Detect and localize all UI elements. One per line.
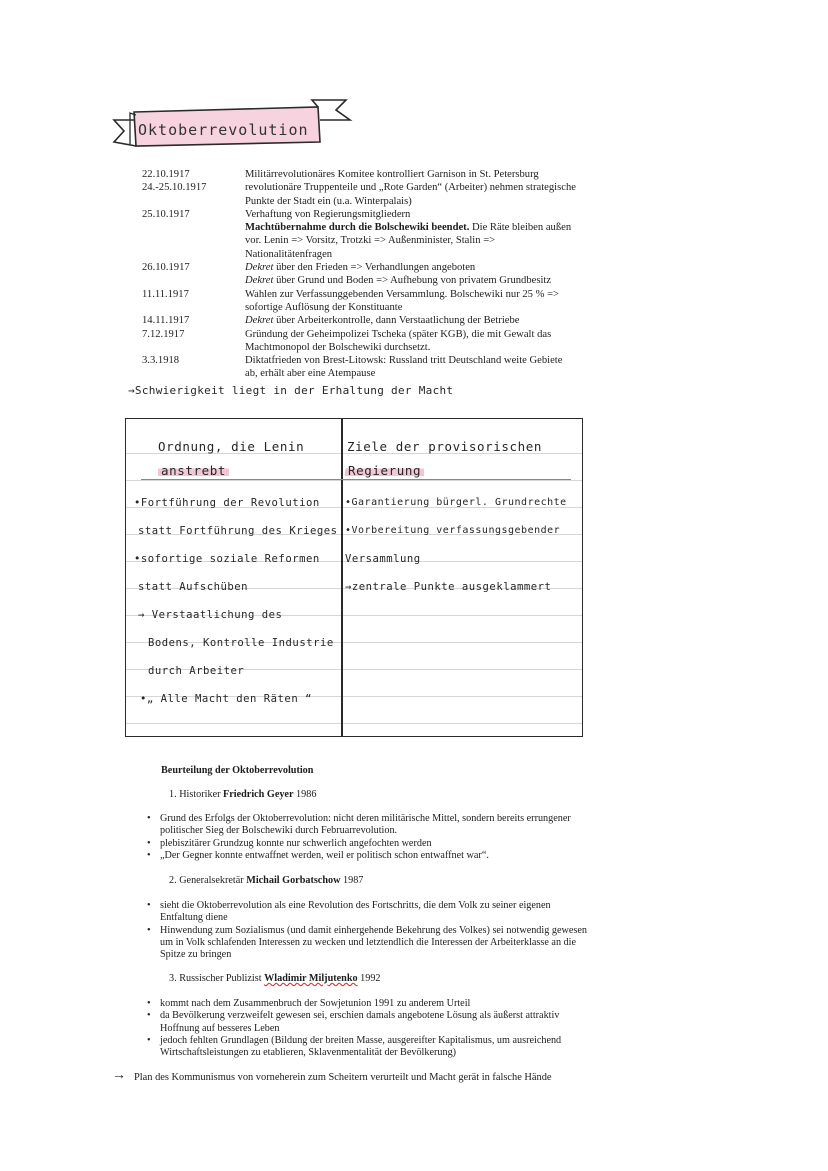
timeline-text: Punkte der Stadt ein (u.a. Winterpalais) — [245, 195, 412, 207]
timeline-row — [142, 328, 622, 355]
conclusion-note: →Schwierigkeit liegt in der Erhaltung der Macht — [128, 384, 454, 397]
left-cell-line: → Verstaatlichung des — [138, 609, 283, 621]
right-cell-line: →zentrale Punkte ausgeklammert — [345, 581, 552, 593]
section-heading: Beurteilung der Oktoberrevolution — [161, 765, 314, 776]
timeline-text: ab, erhält aber eine Atempause — [245, 368, 376, 380]
list-item: • sieht die Oktoberrevolution als eine Revolution des Fortschritts, die dem Volk zu seiner eigenen Entfaltung diene — [145, 900, 615, 925]
timeline-text: Die Räte bleiben außen — [469, 222, 572, 234]
list-item: • Hinwendung zum Sozialismus (und damit einhergehende Bekehrung des Volkes) sei notwendig gewesen um in Volk schlafenden Interessen zu wecken und letztendlich die Interessen der Arbeiterklasse an die Spitze zu bringen — [145, 925, 615, 962]
timeline-row — [142, 354, 622, 381]
list-item: • Grund des Erfolgs der Oktoberrevolution: nicht deren militärische Mittel, sondern bereits errungener politischer Sieg der Bolschewiki durch Februarrevolution. — [145, 813, 615, 838]
list-item: • jedoch fehlten Grundlagen (Bildung der breiten Masse, ausgereifter Kapitalismus, um ausreichend Wirtschaftsleistungen zu etablieren, Sklavenmentalität der Bevölkerung) — [145, 1035, 615, 1060]
timeline-date: 26.10.1917 — [142, 262, 190, 274]
comparison-table — [125, 418, 583, 737]
left-cell-line: •sofortige soziale Reformen — [134, 553, 320, 565]
timeline-date: 22.10.1917 — [142, 169, 190, 180]
list-item: • kommt nach dem Zusammenbruch der Sowjetunion 1991 zu anderem Urteil — [145, 998, 615, 1010]
source-heading: 2. Generalsekretär Michail Gorbatschow 1987 — [169, 875, 364, 886]
final-conclusion: Plan des Kommunismus von vorneherein zum Scheitern verurteilt und Macht gerät in falsche Hände — [134, 1072, 552, 1083]
title-banner — [106, 98, 356, 154]
timeline-text: Nationalitätenfragen — [245, 248, 333, 260]
source-name: Michail Gorbatschow — [246, 875, 341, 886]
left-cell-line: statt Aufschüben — [138, 581, 249, 593]
timeline-text: sofortige Auflösung der Konstituante — [245, 301, 403, 313]
left-header-highlight: anstrebt — [158, 463, 229, 478]
right-header-line: Ziele der provisorischen — [347, 439, 543, 454]
timeline-row — [142, 288, 622, 315]
source-name: Friedrich Geyer — [223, 789, 294, 800]
timeline-italic: Dekret — [245, 275, 274, 287]
right-cell-line: •Vorbereitung verfassungsgebender — [345, 525, 561, 536]
timeline-row — [142, 261, 622, 288]
left-cell-line: statt Fortführung des Krieges — [138, 525, 338, 537]
timeline-text: Verhaftung von Regierungsmitgliedern — [245, 208, 411, 220]
timeline-date: 11.11.1917 — [142, 288, 189, 300]
right-cell-line: Versammlung — [345, 553, 421, 565]
left-cell-line: •Fortführung der Revolution — [134, 497, 320, 509]
timeline-row — [142, 168, 622, 181]
timeline-text: über Grund und Boden => Aufhebung von privatem Grundbesitz — [273, 275, 552, 287]
bullet-list — [145, 813, 615, 862]
left-cell-line: durch Arbeiter — [148, 665, 245, 677]
timeline-text: revolutionäre Truppenteile und „Rote Garden“ (Arbeiter) nehmen strategische — [245, 182, 576, 194]
left-cell-line: Bodens, Kontrolle Industrie — [148, 637, 334, 649]
timeline-date: 25.10.1917 — [142, 208, 190, 220]
header-rule — [141, 479, 571, 480]
bullet-list — [145, 900, 615, 961]
right-header-highlight: Regierung — [345, 463, 424, 478]
page-title: Oktoberrevolution — [138, 121, 309, 139]
timeline-text: über den Frieden => Verhandlungen angeboten — [273, 262, 476, 274]
timeline-italic: Dekret — [245, 315, 274, 327]
source-name: Wladimir Miljutenko — [264, 973, 358, 984]
timeline-row — [142, 208, 622, 261]
timeline-date: 24.-25.10.1917 — [142, 182, 207, 194]
timeline-date: 14.11.1917 — [142, 315, 190, 327]
timeline-date: 7.12.1917 — [142, 328, 185, 340]
timeline-text: über Arbeiterkontrolle, dann Verstaatlichung der Betriebe — [273, 315, 520, 327]
timeline-text: Machtmonopol der Bolschewiki durchsetzt. — [245, 341, 431, 353]
source-heading: 3. Russischer Publizist Wladimir Miljutenko 1992 — [169, 973, 381, 984]
left-cell-line: •„ Alle Macht den Räten “ — [140, 693, 312, 705]
timeline-row — [142, 314, 622, 327]
timeline-row — [142, 181, 622, 208]
right-cell-line: •Garantierung bürgerl. Grundrechte — [345, 497, 567, 508]
timeline — [142, 168, 622, 381]
left-header-line: Ordnung, die Lenin — [158, 439, 305, 454]
arrow-right-icon: → — [112, 1068, 126, 1083]
bullet-list — [145, 998, 615, 1059]
timeline-text: Gründung der Geheimpolizei Tscheka (später KGB), die mit Gewalt das — [245, 328, 552, 340]
timeline-bold-text: Machtübernahme durch die Bolschewiki beendet. — [245, 222, 470, 234]
timeline-date: 3.3.1918 — [142, 355, 180, 367]
source-heading: 1. Historiker Friedrich Geyer 1986 — [169, 789, 317, 800]
timeline-text: Diktatfrieden von Brest-Litowsk: Russland tritt Deutschland weite Gebiete — [245, 355, 563, 367]
table-divider — [341, 419, 343, 736]
list-item: • da Bevölkerung verzweifelt gewesen sei, erschien damals angebotene Lösung als äußerst attraktiv Hoffnung auf besseres Leben — [145, 1010, 615, 1035]
timeline-text: vor. Lenin => Vorsitz, Trotzki => Außenminister, Stalin => — [245, 235, 496, 247]
list-item: • plebiszitärer Grundzug konnte nur schwerlich angefochten werden — [145, 838, 615, 850]
list-item: • „Der Gegner konnte entwaffnet werden, weil er politisch schon entwaffnet war“. — [145, 850, 615, 862]
timeline-italic: Dekret — [245, 262, 274, 274]
timeline-text: Wahlen zur Verfassunggebenden Versammlung. Bolschewiki nur 25 % => — [245, 288, 560, 300]
timeline-text: Militärrevolutionäres Komitee kontrolliert Garnison in St. Petersburg — [245, 169, 539, 180]
